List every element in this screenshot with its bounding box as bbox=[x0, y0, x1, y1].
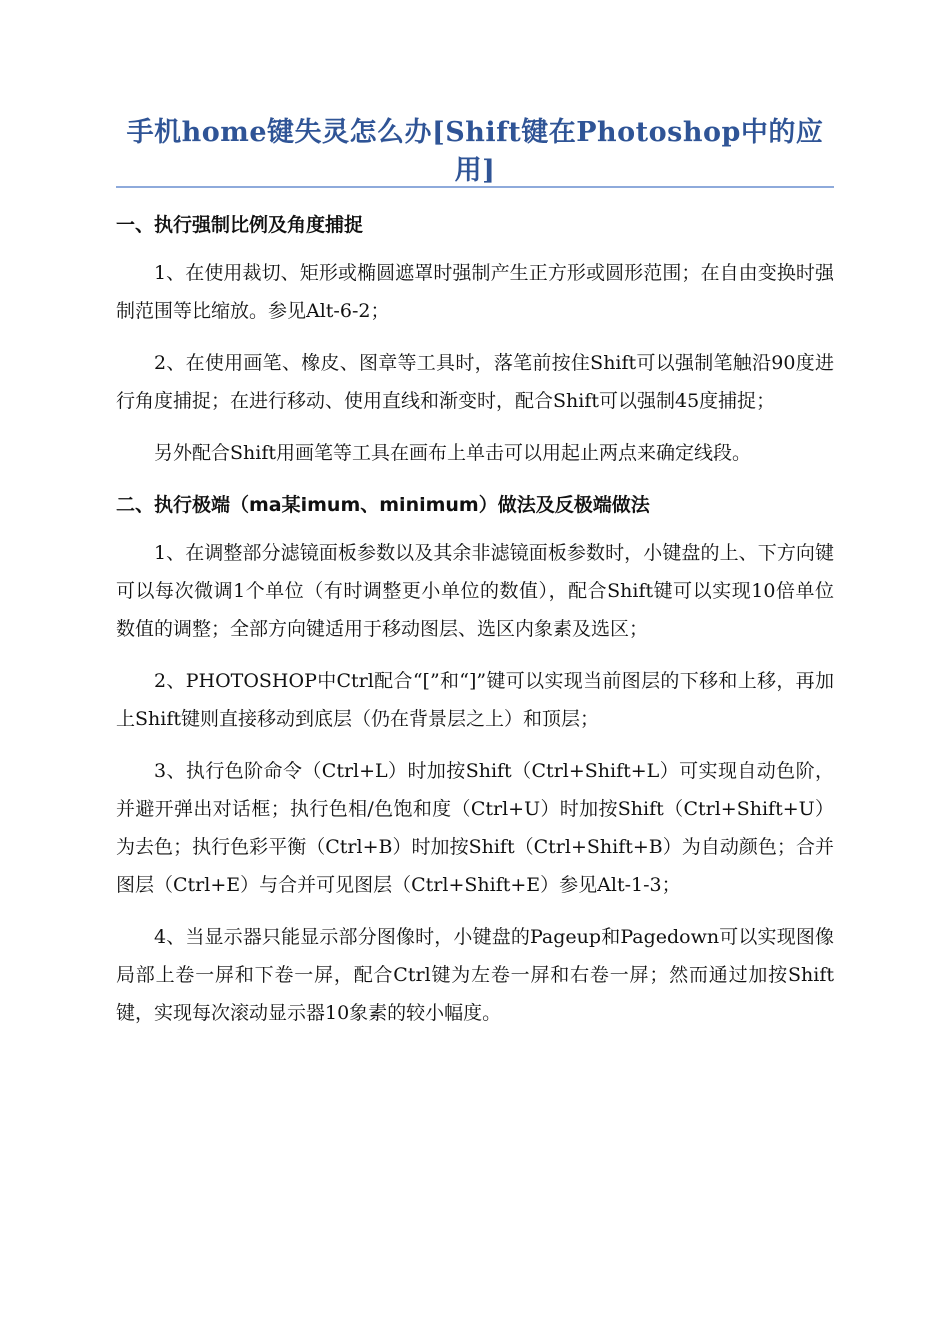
paragraph: 2、在使用画笔、橡皮、图章等工具时，落笔前按住Shift可以强制笔触沿90度进行角度捕捉；在进行移动、使用直线和渐变时，配合Shift可以强制45度捕捉； bbox=[116, 352, 834, 412]
section-heading: 二、执行极端（ma某imum、minimum）做法及反极端做法 bbox=[116, 494, 650, 516]
document-title: 手机home键失灵怎么办[Shift键在Photoshop中的应用] bbox=[126, 117, 824, 186]
section-1 bbox=[116, 206, 834, 472]
paragraph: 1、在调整部分滤镜面板参数以及其余非滤镜面板参数时，小键盘的上、下方向键可以每次微调1个单位（有时调整更小单位的数值），配合Shift键可以实现10倍单位数值的调整；全部方向键适用于移动图层、选区内象素及选区； bbox=[116, 542, 834, 640]
section-2 bbox=[116, 486, 834, 1032]
document-body bbox=[116, 206, 834, 1046]
title-divider bbox=[116, 186, 834, 188]
paragraph: 4、当显示器只能显示部分图像时，小键盘的Pageup和Pagedown可以实现图像局部上卷一屏和下卷一屏，配合Ctrl键为左卷一屏和右卷一屏；然而通过加按Shift键，实现每次滚动显示器10象素的较小幅度。 bbox=[116, 926, 834, 1024]
paragraph: 另外配合Shift用画笔等工具在画布上单击可以用起止两点来确定线段。 bbox=[154, 442, 751, 464]
paragraph: 2、PHOTOSHOP中Ctrl配合“[”和“]”键可以实现当前图层的下移和上移，再加上Shift键则直接移动到底层（仍在背景层之上）和顶层； bbox=[116, 670, 834, 730]
section-heading: 一、执行强制比例及角度捕捉 bbox=[116, 214, 364, 236]
paragraph: 1、在使用裁切、矩形或椭圆遮罩时强制产生正方形或圆形范围；在自由变换时强制范围等比缩放。参见Alt-6-2； bbox=[116, 262, 834, 322]
paragraph: 3、执行色阶命令（Ctrl+L）时加按Shift（Ctrl+Shift+L）可实现自动色阶，并避开弹出对话框；执行色相/色饱和度（Ctrl+U）时加按Shift（Ctrl+Shift+U）为去色；执行色彩平衡（Ctrl+B）时加按Shift（Ctrl+Shift+B）为自动颜色；合并图层（Ctrl+E）与合并可见图层（Ctrl+Shift+E）参见Alt-1-3； bbox=[116, 760, 834, 896]
